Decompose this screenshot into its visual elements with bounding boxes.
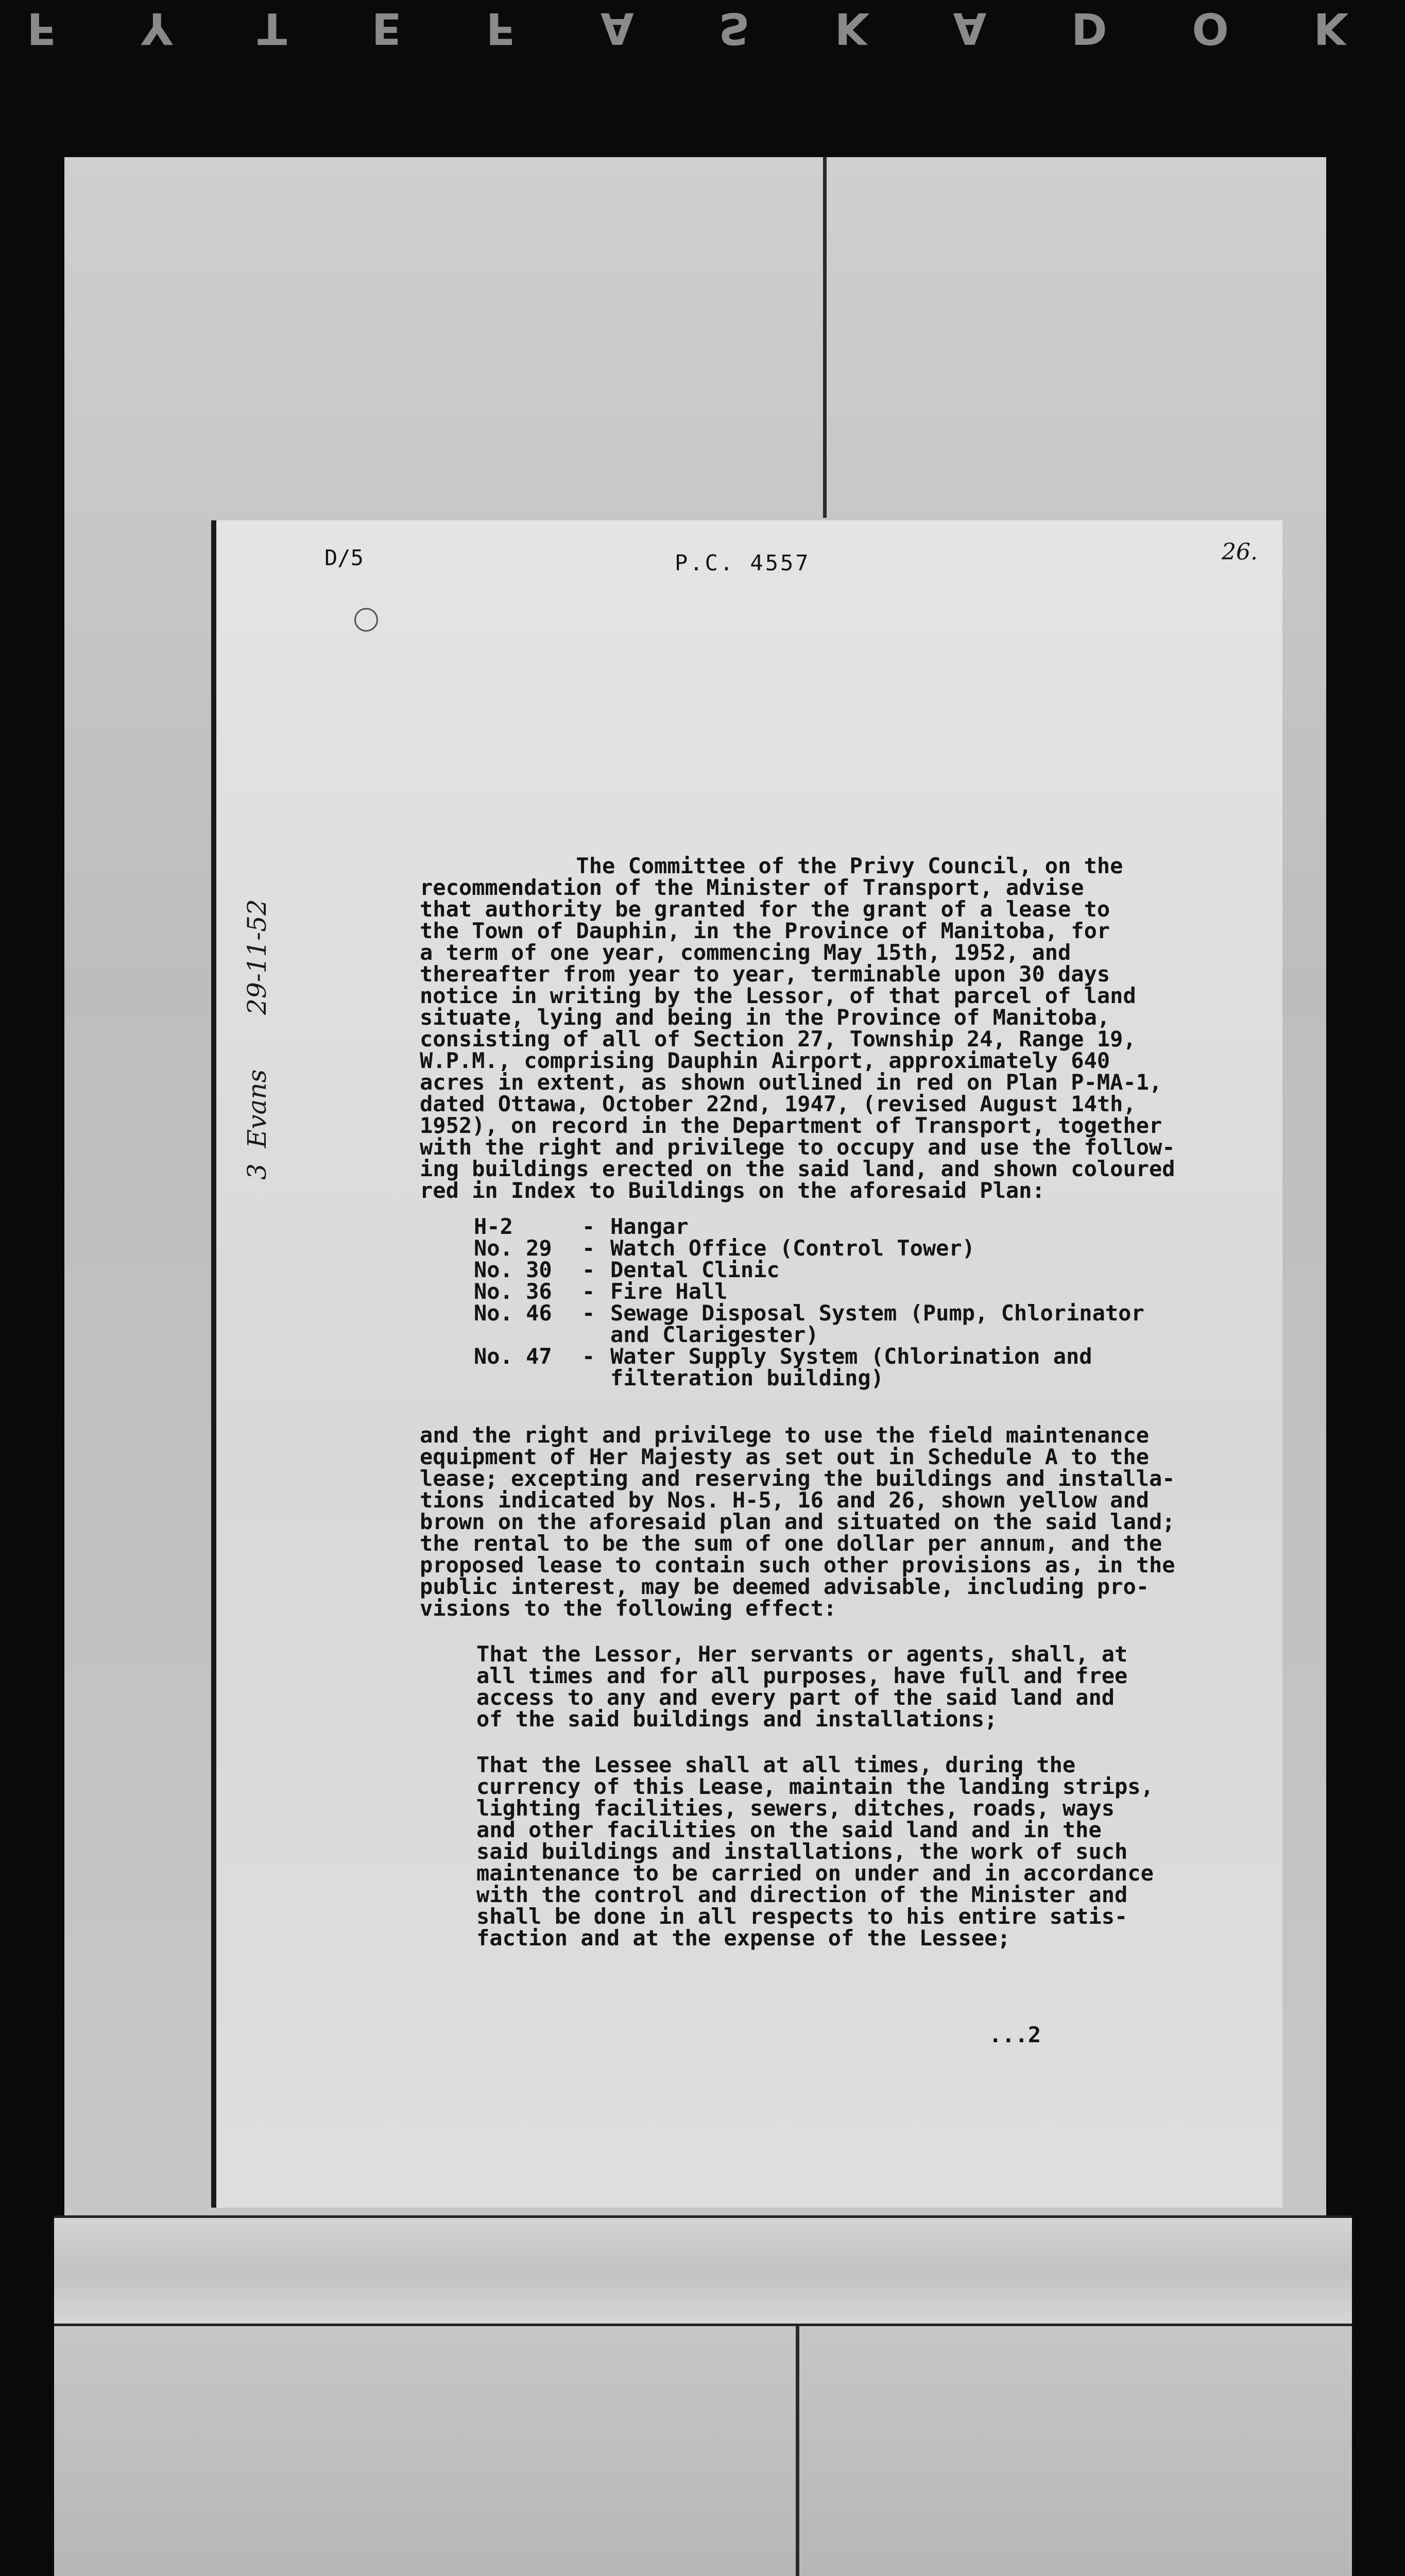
margin-name: Evans: [242, 1069, 272, 1148]
building-code: No. 36: [474, 1279, 552, 1304]
list-item: No. 30 - Dental Clinic: [474, 1257, 780, 1282]
building-code: No. 46: [474, 1300, 552, 1326]
film-mark: A: [953, 3, 1018, 54]
punch-hole: [354, 608, 378, 632]
building-desc: Dental Clinic: [610, 1257, 780, 1282]
building-code: No. 30: [474, 1257, 552, 1282]
building-desc: Fire Hall: [610, 1279, 728, 1304]
film-edge-marks: [0, 0, 1405, 57]
film-mark: S: [718, 3, 781, 54]
order-number: P.C. 4557: [675, 550, 811, 575]
building-code: No. 29: [474, 1235, 552, 1261]
paragraph-lessor-access: That the Lessor, Her servants or agents, shall, at all times and for all purposes, have full and free access to any and every part of the said land and of the said buildings and installations;: [476, 1641, 1128, 1732]
paragraph-rights-and-rental: and the right and privilege to use the field maintenance equipment of Her Majesty as set out in Schedule A to the lease; excepting and reserving the buildings and installa- tions indicated by Nos. H-5, 16 and 26, shown yellow and brown on the aforesaid plan and situated on the said land; the rental to be the sum of one dollar per annum, and the proposed lease to contain such other provisions as, in the public interest, may be deemed advisable, including pro- visions to the following effect:: [420, 1422, 1175, 1621]
building-code: No. 47: [474, 1344, 552, 1369]
list-item: H-2 - Hangar: [474, 1214, 689, 1239]
margin-initials: 3: [242, 1163, 272, 1180]
film-mark: F: [486, 3, 547, 54]
order-in-council-page: [216, 520, 1282, 2208]
film-mark: T: [257, 3, 318, 54]
film-mark: D: [1071, 3, 1138, 54]
list-item: No. 36 - Fire Hall: [474, 1279, 728, 1304]
film-mark: K: [834, 3, 899, 54]
building-desc: Water Supply System (Chlorination and filteration building): [610, 1344, 1092, 1391]
paragraph-recommendation: The Committee of the Privy Council, on the recommendation of the Minister of Transport, advise that authority be granted for the grant of a lease to the Town of Dauphin, in the Province of Manitoba, for a term of one year, commencing May 15th, 1952, and thereafter from year to year, terminable upon 30 days notice in writing by the Lessor, of that parcel of land situate, lying and being in the Province of Manitoba, consisting of all of Section 27, Township 24, Range 19, W.P.M., comprising Dauphin Airport, approximately 640 acres in extent, as shown outlined in red on Plan P-MA-1, dated Ottawa, October 22nd, 1947, (revised August 14th, 1952), on record in the Department of Transport, together with the right and privilege to occupy and use the follow- ing buildings erected on the said land, and shown coloured red in Index to Buildings on the aforesaid Plan:: [420, 853, 1175, 1203]
film-mark: Y: [141, 3, 204, 54]
page-number: 26.: [1222, 539, 1258, 565]
film-mark: E: [371, 3, 433, 54]
overlapping-strip: [54, 2215, 1352, 2326]
margin-date: 29-11-52: [242, 899, 272, 1015]
continuation-marker: ...2: [989, 2022, 1041, 2047]
film-mark: K: [1313, 3, 1378, 54]
building-desc: Hangar: [610, 1214, 689, 1239]
film-mark: F: [27, 3, 88, 54]
film-mark: A: [600, 3, 665, 54]
file-reference: D/5: [324, 545, 364, 570]
buildings-list: [474, 1216, 1144, 1389]
building-desc: Sewage Disposal System (Pump, Chlorinator and Clarigester): [610, 1300, 1144, 1347]
margin-annotation: [242, 899, 272, 1180]
list-item: No. 46 - Sewage Disposal System (Pump, Chlorinator and Clarigester): [474, 1300, 1144, 1347]
building-code: H-2: [474, 1214, 513, 1239]
list-item: No. 47 - Water Supply System (Chlorination and filteration building): [474, 1344, 1092, 1391]
film-mark: O: [1192, 3, 1260, 54]
background-page-seam: [823, 157, 827, 518]
paragraph-lessee-maintenance: That the Lessee shall at all times, during the currency of this Lease, maintain the landing strips, lighting facilities, sewers, ditches, roads, ways and other facilities on the said land and in the said buildings and installations, the work of such maintenance to be carried on under and in accordance with the control and direction of the Minister and shall be done in all respects to his entire satis- faction and at the expense of the Lessee;: [476, 1752, 1154, 1951]
list-item: No. 29 - Watch Office (Control Tower): [474, 1235, 975, 1261]
building-desc: Watch Office (Control Tower): [610, 1235, 975, 1261]
